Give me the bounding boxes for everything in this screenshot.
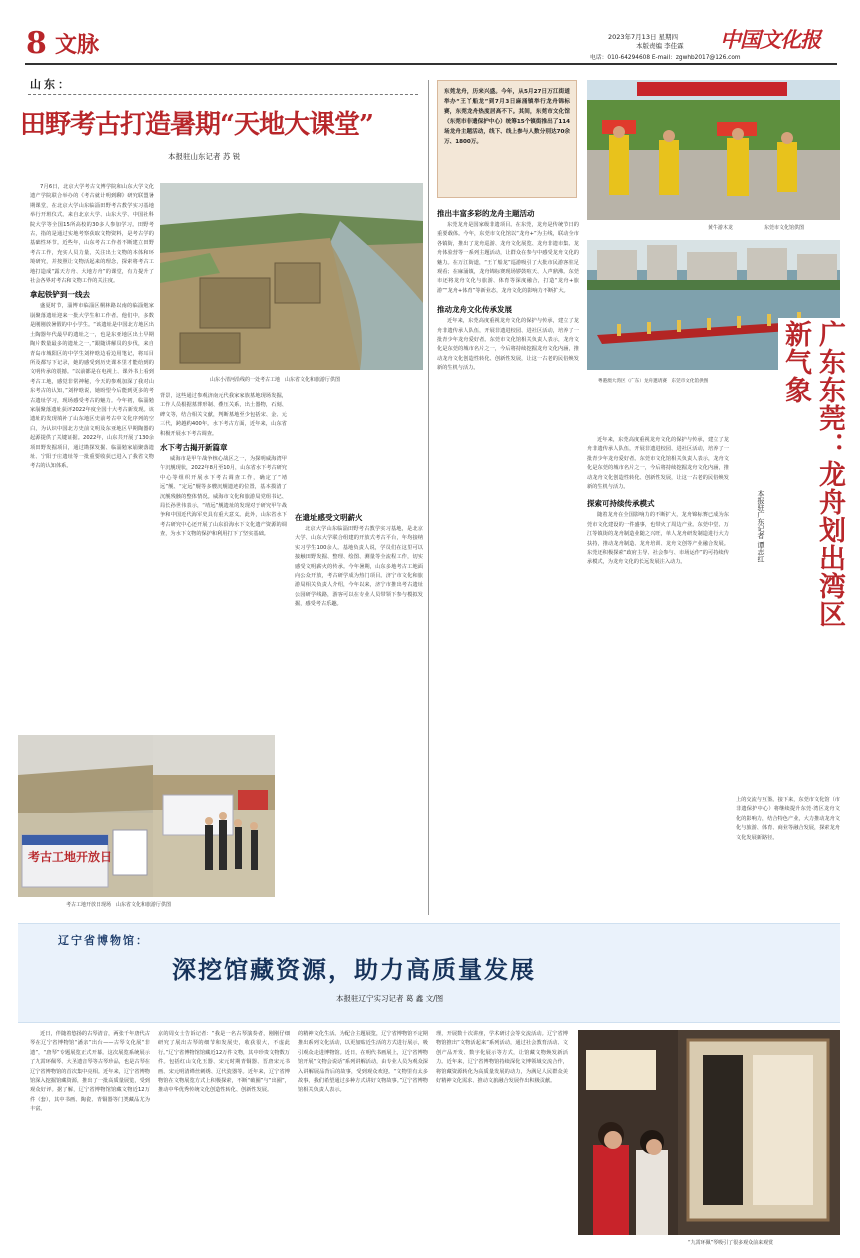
excavation-site-image (160, 183, 423, 370)
article1-subhead-2: 水下考古揭开新篇章 (160, 443, 228, 453)
article3-column-2 (158, 1030, 290, 1238)
article3-title: 深挖馆藏资源，助力高质量发展 (172, 955, 536, 984)
article3-photo-museum (578, 1030, 840, 1235)
article1-subhead-3: 在遗址感受文明薪火 (295, 513, 363, 522)
article2-photo1-caption: 东莞市文化馆供图 (764, 225, 805, 231)
date-line: 2023年7月13日 星期四 (608, 33, 679, 41)
article3-column-1 (30, 1030, 150, 1238)
article3-paragraph-2: 京的周女士告诉记者：“我是一名古琴演奏者，刚刚仔细研究了展出古琴的细节和发展史，收获很大，不虚此行。”辽宁省博物馆馆藏近12万件文物，其中珍贵文物数万件。包括红山文化玉器、宋元时期青铜器、晋唐宋元书画、宋元明清缂丝刺绣、辽代瓷器等。近年来，辽宁省博物馆在文物展览方式上积极探索，不断“破圈”与“出圈”，推动中华优秀传统文化创造性转化、创新性发展。 (158, 1031, 290, 1094)
article2-subhead-2: 推动龙舟文化传承发展 (437, 305, 512, 315)
article1-column-1 (30, 183, 154, 723)
article2-intro: 东莞龙舟，历来兴盛。今年，从5月27日万江街道举办“王丫船龙”到7月3日麻涌镇举行龙舟锦标赛，东莞龙舟热度居高不下。其间，东莞市文化馆（东莞市非遗保护中心）统筹15个镇街推出了114场龙舟主题活动，线下、线上参与人数分别达70余万、1800万。 (444, 89, 570, 145)
article2-photo1-caption-left: 黄牛游木龙 (708, 225, 734, 231)
museum-visitors-image (578, 1030, 840, 1235)
article1-byline: 本报驻山东记者 苏 锐 (168, 152, 241, 161)
article2-column-2 (587, 392, 729, 912)
article1-kicker-rule (28, 94, 418, 95)
article3-kicker: 辽宁省博物馆： (58, 934, 149, 947)
article2-title (778, 318, 845, 638)
article2-paragraph-3: 随着龙舟在全国影响力的不断扩大，龙舟锦标赛已成为东莞市文化建设的一件盛事，也带火了周边产业。东莞中堂、万江等镇街的龙舟制造业随之兴旺，单人龙舟研发制造进行大力扶持，推动龙舟制造、龙舟培训、龙舟文创等产业融合发展。东莞还积极探索“政府主导、社会参与、市场运作”的可持续传承模式，为龙舟文化的长远发展注入动力。 (587, 512, 729, 566)
open-day-visitors-image (153, 735, 275, 897)
article2-byline: 本报驻广东记者 谭志红 (757, 490, 765, 563)
article1-photo2-caption: 考古工地开放日现场 山东省文化和旅游厅供图 (66, 902, 172, 908)
article1-paragraph-4: 北京大学山东临淄田野考古教学实习基地，是北京大学、山东大学联合组建的开放式考古平台，年均接纳实习学生100余人。基地负责人说，学员们在这里可以接触田野发掘、整理、绘图、测量等全流程工作，切实感受文明薪火的传承。今年暑期，山东多地考古工地面向公众开放，考古研学成为热门项目。济宁市文化和旅游局相关负责人介绍，今年以来，济宁市推出考古遗址公园研学线路，游客可以在专业人员带领下参与模拟发掘，感受考古乐趣。 (295, 526, 423, 608)
article1-paragraph-3: 威海市是甲午战争核心战区之一，为探明威海湾甲午沉舰现状，2022年8月至10月，山东省水下考古研究中心等组织开展水下考古调查工作，确定了“靖远”舰、“定远”舰等多艘沉舰遗迹的位置，基本摸清了沉舰残骸的整体情况。威海市文化和旅游局党组书记、局长孙世伟表示，“靖远”舰遗址的发现对于研究甲午战争和中国近代海军史具有重大意义。此外，山东省水下考古研究中心还开展了山东沿海水下文化遗产资源的调查，为水下文物的保护和利用打下了坚实基础。 (160, 456, 287, 538)
article1-intro: 7月6日，北京大学考古文博学院和山东大学文化遗产学院联合举办的《考古就计明到聊》研究联盟暑期课堂，在北京大学山东临淄田野考古教学实习基地举行开班仪式。来自北京大学、山东大学、中国社科院大学等全国15所高校的30多人参加学习。田野考古，指的是通过实地考察获取文物资料，是考古学的基础性环节。近些年，山东考古工作者不断建立田野考古工作，充实人员力量，关注出土文物的本体和环境研究，并按照让文物活起来的理念，探索将考古工地打造成“露天方舟、大地方舟”的课堂，有力提升了社会各界对考古和文物工作的关注度。 (30, 184, 154, 285)
article1-photo-open-day (18, 735, 153, 897)
open-day-image (18, 735, 153, 897)
article2-paragraph-2: 近年来，东莞高度重视龙舟文化的保护与传承，建立了龙舟非遗传承人队伍，开展非遗进校园、进社区活动，培养了一批青少年龙舟爱好者。东莞市文化馆相关负责人表示，龙舟文化是东莞的城市名片之一，今后将持续挖掘龙舟文化内涵，推动龙舟文化创造性转化、创新性发展，让这一古老的民俗焕发新的生机与活力。 (437, 318, 579, 372)
article1-column-3 (295, 392, 423, 922)
article2-paragraph-2b: 近年来，东莞高度重视龙舟文化的保护与传承，建立了龙舟非遗传承人队伍，开展非遗进校园、进社区活动，培养了一批青少年龙舟爱好者。东莞市文化馆相关负责人表示，龙舟文化是东莞的城市名片之一，今后将持续挖掘龙舟文化内涵，推动龙舟文化创造性转化、创新性发展，让这一古老的民俗焕发新的生机与活力。 (587, 437, 729, 491)
article2-photo2-caption: 粤港澳大湾区（广东）龙舟邀请赛 东莞市文化馆供图 (598, 379, 709, 384)
article1-title: 田野考古打造暑期“天地大课堂” (20, 110, 373, 140)
article1-paragraph-1: 盛夏时节，淄博市临淄区桐林路以南的临淄勉家崩聚落遗址迎来一批大学生和工作者。他们中，多数是刚刚放暑假的中小学生。“该遗址是中国北方地区出土陶器年代最早的遗址之一，也是东亚地区出土早期陶片数量最多的遗址之一，”跟随讲解员的步伐，来自青岛市城阳区的中学生刘梓晗边看边用笔记，将耳目所及都写下记录，她的感受到历史课本里才能给到的文明传承的震撼。“以前都是在电视上、课外书上看到考古工地，感觉非常神秘，今天的参观加深了我对山东考古的认知，”刘梓晗说，她盼望今后能到更多的考古遗址学习，现场感受考古的魅力。今年初，临淄勉家崩聚落遗址获评2022年度全国十大考古新发现。该遗址的发现填补了山东地区史前考古中文化序列的空白，为认识中国北方史前文明及东亚地区早期陶器的起源提供了关键证据。2022年，山东共开展了130余项田野发掘项目，通过勘探发掘、临淄勉家崩聚落遗址、宁阳于庄遗址等一批重要收获已进入了我省文物考古的认知体系。 (30, 303, 154, 470)
article2-subhead-3: 探索可持续传承模式 (587, 499, 655, 509)
masthead-rule (25, 63, 837, 65)
article1-photo1-caption: 山东小清河沿线的一处考古工地 山东省文化和旅游厅供图 (210, 377, 341, 383)
section-title: 文脉 (55, 32, 100, 58)
dragon-dance-image (587, 80, 840, 220)
article1-photo-open-day-right (153, 735, 275, 897)
page-number: 8 (26, 26, 47, 61)
article3-column-3 (298, 1030, 428, 1238)
open-day-sign-text: 考古工地开放日 (28, 850, 113, 864)
article2-paragraph-4: 上的交流与互鉴。接下来，东莞市文化馆（市非遗保护中心）将继续提升东莞·湾区龙舟文化的影响力，结合特色产业，大力推动龙舟文化与旅游、体育、商业等融合发展，探索龙舟文化发展新路径。 (736, 797, 840, 841)
article2-column-3 (736, 796, 840, 914)
contact-line: 电话：010-64294608 E-mail：zgwhb2017@126.com (590, 55, 741, 61)
article2-paragraph-1: 东莞龙舟是国家级非遗项目。在东莞，龙舟是传统节日的重要载体。今年，东莞市文化馆以“龙舟+”为主线，联动全市各镇街，推出了龙舟巡游、龙舟文化展览、龙舟非遗市集、龙舟体验营等一系列主题活动，让群众在参与中感受龙舟文化的魅力。在万江街道，“王丫船龙”巡游吸引了大批市民游客驻足观看；在麻涌镇，龙舟锦标赛现场锣鼓喧天、人声鼎沸。东莞市还将龙舟文化与旅游、体育等深度融合，打造“龙舟+旅游”“龙舟+体育”等新业态，龙舟文化的影响力不断扩大。 (437, 222, 579, 294)
article1-paragraph-2: 背景，这些通过参观济南元代我家家族墓地现场发掘，工作人员根据墓葬形制、叠压关系，出土器物，石刻、碑文等，结合相关文献，判断墓地至少包括宋、金、元三代，跨越约400年。水下考古方面，近年来，山东省积极开展水下考古调查。 (160, 393, 287, 437)
article2-intro-box (437, 80, 577, 198)
article2-title-text: 广东东莞：龙舟划出湾区新气象 (780, 320, 845, 628)
article3-byline: 本报驻辽宁实习记者 葛 鑫 文/图 (336, 994, 444, 1003)
article3-paragraph-3: 的精神文化生活。为配合主题展览，辽宁省博物馆不定期推出系列文化活动，以更加贴近生活的方式进行展示，吸引观众走进博物馆。近日，在明代书画展上，辽宁省博物馆开展“文物会说话”系列讲解活动，由专业人员为观众深入讲解展品背后的故事，受到观众欢迎。“文物里有太多故事，我们希望通过多种方式讲好文物故事。”辽宁省博物馆相关负责人表示。 (298, 1031, 428, 1094)
editor-line: 本版责编 李佳霖 (636, 42, 684, 50)
article3-paragraph-4: 理，开展数十次讲座，学术研讨会等交流活动。辽宁省博物馆推出“文物活起来”系列活动，通过社会教育活动、文创产品开发、数字化展示等方式，让馆藏文物焕发新活力。近年来，辽宁省博物馆持续深化文博领域交流合作，将馆藏资源转化为高质量发展的动力，为满足人民群众美好精神文化需求、推动文旅融合发展作出积极贡献。 (436, 1031, 568, 1085)
article3-column-4 (436, 1030, 568, 1238)
article1-kicker: 山东： (30, 78, 72, 91)
article3-photo-caption: “九霄环佩”琴吸引了很多观众前来观赏 (688, 1240, 774, 1246)
column-divider-1 (428, 80, 429, 915)
article2-column-1 (437, 205, 579, 913)
article3-paragraph-1: 近日，伴随着悠扬的古琴清音，两张千年唐代古琴在辽宁省博物馆“潘亲”出台——古琴文化展“非遗”，“唐琴”专题展览正式开幕。这次展览系统展示了九霄环佩琴、大圣遗音琴等古琴珍品，也是古琴在辽宁省博物馆的首次集中亮相。近年来，辽宁省博物馆深入挖掘馆藏资源，推出了一批高质量展览，受到观众好评。据了解，辽宁省博物馆馆藏文物近12万件（套），其中书画、陶瓷、青铜器等门类藏品尤为丰富。 (30, 1031, 150, 1113)
article1-photo-excavation-site (160, 183, 423, 370)
article2-subhead-1: 推出丰富多彩的龙舟主题活动 (437, 209, 535, 218)
article2-photo-dragon-dance (587, 80, 840, 220)
article1-subhead-1: 拿起铁铲到一线去 (30, 290, 90, 300)
newspaper-logo: 中国文化报 (720, 27, 820, 52)
